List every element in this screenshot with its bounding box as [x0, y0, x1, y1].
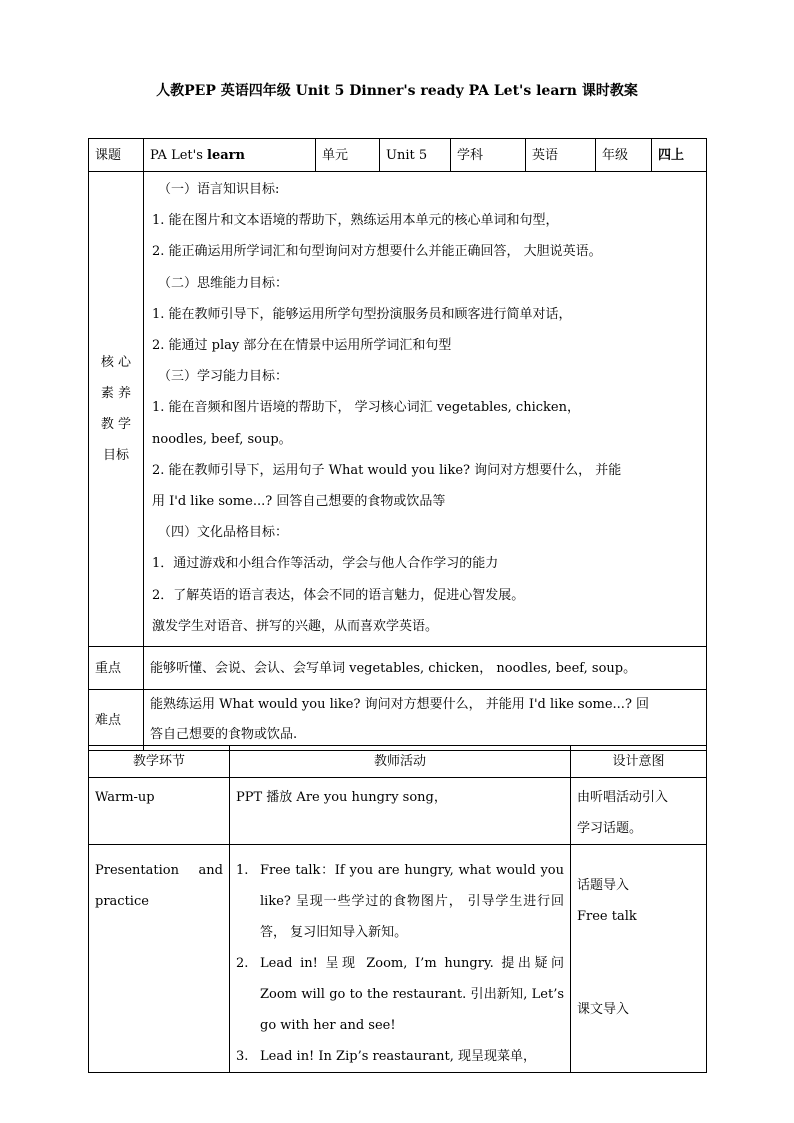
key-points-row: [89, 647, 707, 690]
grade-value-text: 四上: [658, 147, 685, 163]
goal-line: 1．通过游戏和小组合作等活动，学会与他人合作学习的能力: [152, 556, 499, 572]
goals-label-line: 素 养: [100, 386, 132, 402]
key-points-label: 重点: [89, 647, 144, 690]
goal-line: （四）文化品格目标：: [158, 525, 289, 541]
topic-prefix: PA Let's: [150, 147, 208, 163]
goals-content: [144, 172, 707, 647]
goal-line: 2. 能正确运用所学词汇和句型询问对方想要什么并能正确回答， 大胆说英语。: [152, 244, 602, 260]
goal-line: 用 I'd like some...? 回答自己想要的食物或饮品等: [152, 494, 446, 510]
warmup-stage: Warm-up: [89, 778, 230, 845]
activity-list: [236, 855, 564, 1072]
stage-word: Presentation: [95, 863, 179, 878]
goal-line: 激发学生对语音、拼写的兴趣，从而喜欢学英语。: [152, 618, 439, 634]
grade-label: 年级: [596, 139, 652, 172]
info-row: [89, 139, 707, 172]
goals-row: [89, 172, 707, 647]
goal-line: （一）语言知识目标:: [158, 182, 280, 197]
goals-label: [89, 172, 144, 647]
intent-header: 设计意图: [571, 746, 707, 778]
goal-line: 2. 能通过 play 部分在在情景中运用所学词汇和句型: [152, 338, 452, 354]
item-text: Lead in! In Zip’s reastaurant, 现呈现菜单，: [260, 1049, 537, 1064]
warmup-activity: PPT 播放 Are you hungry song，: [230, 778, 571, 845]
presentation-row: [89, 845, 707, 1073]
presentation-stage: [89, 845, 230, 1073]
difficulty-line: 能熟练运用 What would you like? 询问对方想要什么， 并能用 I'd like some...? 回: [150, 697, 650, 713]
intent-line: Free talk: [577, 909, 637, 924]
teaching-process-table: [88, 745, 707, 1073]
difficulty-row: [89, 690, 707, 751]
presentation-intent: [571, 845, 707, 1073]
difficulty-text: [144, 690, 707, 751]
subject-label: 学科: [451, 139, 526, 172]
intent-line: 由听唱活动引入: [577, 790, 669, 805]
document-title: 人教PEP 英语四年级 Unit 5 Dinner's ready PA Let's learn 课时教案: [156, 83, 638, 99]
activity-item: [236, 1041, 564, 1072]
goals-label-line: 核 心: [100, 355, 132, 371]
presentation-activity: [230, 845, 571, 1073]
grade-value: [652, 139, 707, 172]
intent-line: [577, 963, 700, 994]
activity-item: [236, 948, 564, 1041]
stage-line: [95, 855, 223, 886]
item-number: 3.: [236, 1049, 249, 1064]
unit-label: 单元: [316, 139, 380, 172]
item-number: 1.: [236, 863, 249, 878]
item-number: 2.: [236, 956, 249, 971]
stage-word: and: [198, 863, 223, 878]
topic-label: 课题: [89, 139, 144, 172]
activity-header: 教师活动: [230, 746, 571, 778]
goal-line: 1. 能在音频和图片语境的帮助下， 学习核心词汇 vegetables, chicken，: [152, 400, 580, 416]
goal-line: 2. 能在教师引导下，运用句子 What would you like? 询问对方想要什么， 并能: [152, 462, 622, 478]
topic-value: [144, 139, 316, 172]
process-header-row: [89, 746, 707, 778]
intent-line: 话题导入: [577, 878, 630, 893]
topic-bold: learn: [207, 147, 245, 163]
lesson-info-table: [88, 138, 707, 751]
warmup-intent: [571, 778, 707, 845]
key-points-text: 能够听懂、会说、会认、会写单词 vegetables, chicken， noodles, beef, soup。: [144, 647, 707, 690]
difficulty-label: 难点: [89, 690, 144, 751]
goal-line: （三）学习能力目标：: [158, 369, 289, 385]
subject-value: 英语: [526, 139, 596, 172]
stage-line: practice: [95, 894, 149, 909]
goal-line: noodles, beef, soup。: [152, 431, 292, 447]
unit-value: Unit 5: [380, 139, 451, 172]
intent-line: [577, 932, 700, 963]
goals-label-line: 教 学: [100, 417, 132, 433]
goal-line: 1. 能在教师引导下，能够运用所学句型扮演服务员和顾客进行简单对话，: [152, 306, 572, 322]
goal-line: 2．了解英语的语言表达，体会不同的语言魅力，促进心智发展。: [152, 587, 525, 603]
activity-item: [236, 855, 564, 948]
difficulty-line: 答自己想要的食物或饮品.: [150, 727, 298, 743]
item-text: Free talk：If you are hungry, what would you like? 呈现一些学过的食物图片， 引导学生进行回答， 复习旧知导入新知。: [260, 863, 564, 940]
goal-line: （二）思维能力目标：: [158, 275, 289, 291]
item-text: Lead in! 呈现 Zoom, I’m hungry. 提出疑问 Zoom will go to the restaurant. 引出新知, Let’s go with her and see!: [260, 956, 564, 1033]
intent-line: 课文导入: [577, 1002, 630, 1017]
intent-line: 学习话题。: [577, 821, 643, 836]
goal-line: 1. 能在图片和文本语境的帮助下，熟练运用本单元的核心单词和句型，: [152, 213, 559, 229]
goals-label-line: 目标: [102, 448, 129, 464]
stage-header: 教学环节: [89, 746, 230, 778]
warmup-row: [89, 778, 707, 845]
